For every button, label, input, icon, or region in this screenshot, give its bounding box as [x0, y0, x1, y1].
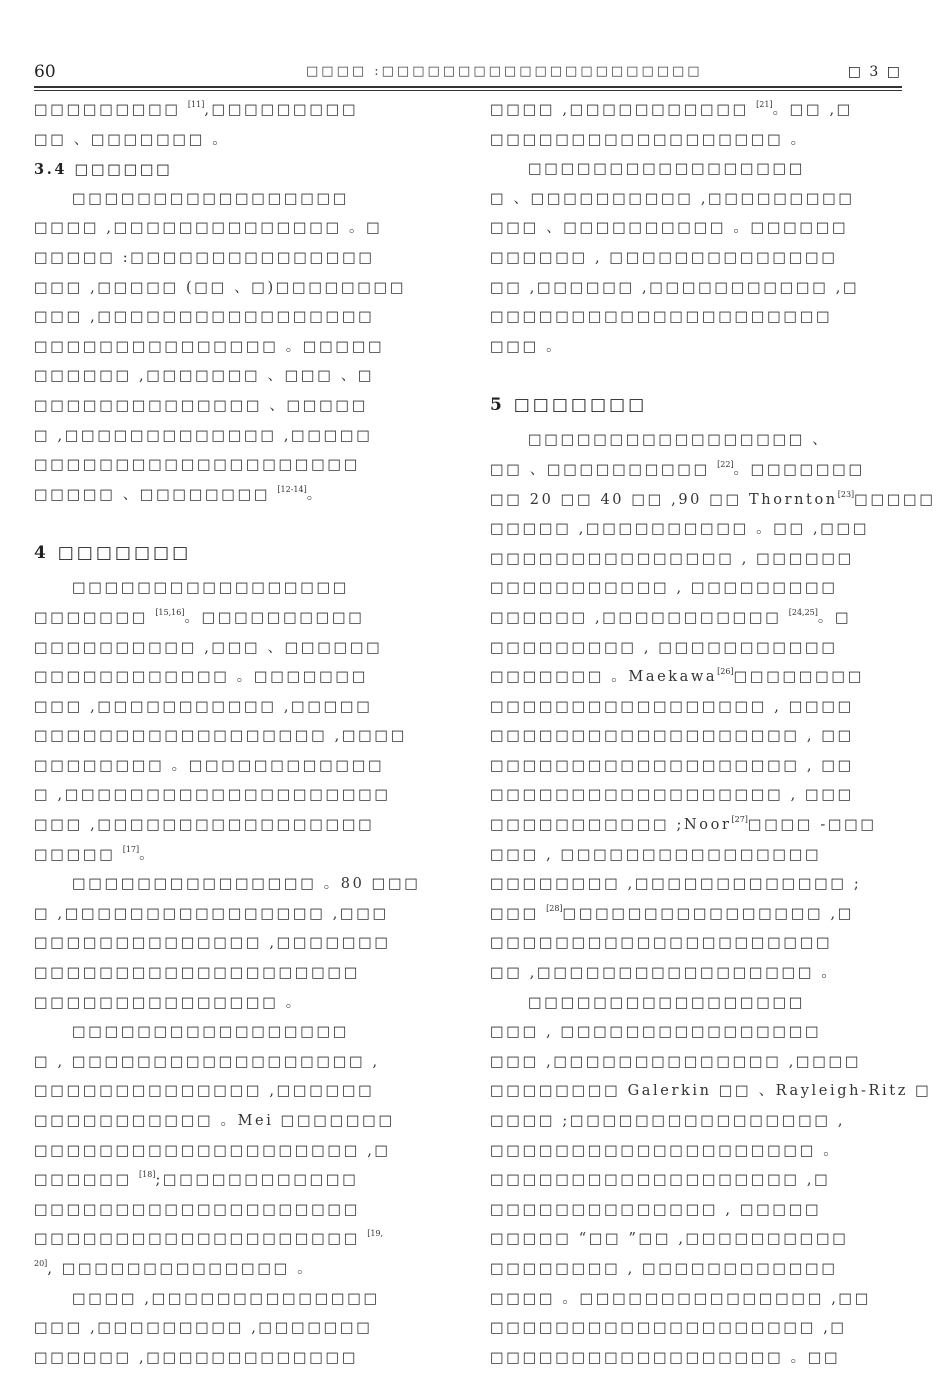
citation-ref: [15,16] [155, 607, 185, 617]
text-line: □□□□□□□□□□□□□□□□□□ ,□□□□ [34, 728, 408, 745]
text-line: □□□□□□□□□□□□□□□□□□ , □□□ [490, 787, 854, 804]
text-line: □□□□□□□ [15,16]。□□□□□□□□□□ [34, 607, 365, 626]
text-line: □□□□□□□□ 。□□□□□□□□□□□□ [34, 757, 385, 774]
citation-ref: [17] [122, 844, 140, 854]
text-line: □□□□□□□□□□□□□□□□□ , □□□□ [490, 698, 854, 715]
text-line: □□□□□□□□□□ ,□□□ 、□□□□□□ [34, 639, 383, 656]
header-rule-thin [34, 90, 902, 91]
citation-ref: [21] [756, 100, 773, 109]
text-line: □□ ,□□□□□□□□□□□□□□□□□ 。 [490, 965, 839, 982]
citation-ref: [23] [837, 489, 855, 499]
text-line: □□□□□□□□□□□□□□□□□ 、 [528, 432, 830, 449]
text-line: □□□ 、□□□□□□□□□□ 。□□□□□□ [490, 220, 849, 237]
journal-title: □□□□ :□□□□□□□□□□□□□□□□□□□□□ [306, 64, 703, 79]
text-line: □□□ , □□□□□□□□□□□□□□□□ [490, 1024, 822, 1041]
text-line: □□□ 。 [490, 338, 564, 355]
paragraph-gap [34, 510, 446, 532]
text-line: □□□□□□□□□□□□□□ ,□□□□□□□ [34, 935, 391, 952]
text-line: □□□□□□□□ , □□□□□□□□□□□□ [490, 1260, 838, 1277]
text-line: □□□□□□ , □□□□□□□□□□□□□□ [490, 249, 838, 266]
citation-ref: [11] [187, 100, 205, 109]
text-line: □□□ ,□□□□□□□□□□□□□□□□□ [34, 309, 375, 326]
text-line: □□□ [28]□□□□□□□□□□□□□□□□ ,□ [490, 903, 855, 922]
text-line: □□□□□□ ,□□□□□□□□□□□ [24,25]。□ [490, 607, 852, 626]
text-line: □□□□□□□□□□□□□□□□□□□□□ [490, 935, 833, 952]
text-line: □□□□□□□□□□□□□□□□□□□ , □□ [490, 757, 854, 774]
text-line: $^{20]}$, □□□□□□□□□□□□□□ 。 [34, 1258, 315, 1277]
section-heading: 4 □□□□□□□ [34, 543, 192, 564]
text-line: □□□□□□□□ ,□□□□□□□□□□□□□ ; [490, 876, 862, 893]
text-line: □□□□□□□□□□□□□□□□□ [72, 190, 350, 207]
text-line: □□□ ,□□□□□□□□□□□□□□ ,□□□□ [490, 1053, 862, 1070]
text-line: □□□□□ 、□□□□□□□□ [12-14]。 [34, 484, 324, 503]
text-line: □□□□□□□□□□□□□□□□□ [528, 994, 806, 1011]
text-line: □□□ , □□□□□□□□□□□□□□□□ [490, 846, 822, 863]
text-line: □□□□□□□□□□□ ;Noor[27]□□□□ -□□□ [490, 815, 877, 834]
citation-ref: [18] [139, 1170, 156, 1180]
text-line: □ ,□□□□□□□□□□□□□□□□□□□□ [34, 787, 391, 804]
text-line: □□□□□□□□□□□□□□□□□□□□ [34, 1201, 360, 1218]
text-line: □□□□□□□□□□□□□□□□□□□□□ [490, 309, 833, 326]
text-line: □□□□□□□□□ , □□□□□□□□□□□ [490, 639, 838, 656]
text-line: □□□□ ,□□□□□□□□□□□□□□ 。□ [34, 220, 383, 237]
citation-ref: [24,25] [788, 607, 818, 617]
text-line: □ 、□□□□□□□□□□ ,□□□□□□□□□ [490, 190, 855, 207]
right-column [490, 96, 936, 1373]
text-line: □□□□□□□ 。Maekawa[26]□□□□□□□□ [490, 667, 864, 686]
text-line: □ ,□□□□□□□□□□□□□ ,□□□□□ [34, 427, 373, 444]
page-number: 60 [34, 62, 56, 82]
issue-number: □ 3 □ [847, 64, 902, 80]
text-line: □□□□□ ,□□□□□□□□□□ 。□□ ,□□□ [490, 521, 870, 538]
text-line: □□□□□□ ,□□□□□□□□□□□□□ [34, 1349, 359, 1366]
text-line: □□□□ ;□□□□□□□□□□□□□□□□ , [490, 1113, 846, 1129]
text-line: □□□□□□□□□□□□□□□□□□□□ [34, 457, 360, 474]
text-line: □□□□ ,□□□□□□□□□□□ [21]。□□ ,□ [490, 100, 853, 118]
text-line: □□□□□□□□□□□□□□□□□ [72, 580, 350, 597]
text-line: □□□ ,□□□□□□□□□ ,□□□□□□□ [34, 1320, 373, 1337]
text-line: □□□□□□□□□□□□□□ ,□□□□□□ [34, 1083, 375, 1100]
text-line: □□□□□□□□□□□□□□□□□□□□ ,□ [490, 1320, 847, 1337]
text-line: □□□□□□□□□□□□□□□ 。80 □□□ [72, 876, 421, 893]
text-line: □□□□ ,□□□□□□□□□□□□□□ [72, 1290, 380, 1307]
text-line: □□ 、□□□□□□□□□□ [22]。□□□□□□□ [490, 459, 865, 478]
text-line: □□□□□□□□□□□□□□□□□ [528, 161, 806, 178]
text-line: □□□ ,□□□□□□□□□□□□□□□□□ [34, 817, 375, 834]
text-line: □□□□□□□□□□□□□□□□□□ 。 [490, 131, 808, 148]
text-line: □□□□□□□□□□□□□□ 、□□□□□ [34, 397, 369, 414]
text-line: □□□□□□□□□□□□□□□□□□□□ ,□ [34, 1142, 391, 1159]
text-line: □□□□□□□□□□□□□□□ 。□□□□□ [34, 338, 385, 355]
text-line: □ ,□□□□□□□□□□□□□□□□ ,□□□ [34, 905, 389, 922]
text-line: □□□ ,□□□□□ (□□ 、□)□□□□□□□□ [34, 279, 407, 296]
text-line: □□□□□□□□ Galerkin □□ 、Rayleigh-Ritz □ [490, 1083, 932, 1100]
subsection-heading: 3.4 □□□□□□ [34, 161, 173, 179]
text-line: □□□□□□□□□□□□□□ , □□□□□ [490, 1201, 822, 1218]
text-line: □□□□□□□□□□□□ 。□□□□□□□ [34, 669, 369, 686]
citation-ref: 20] [34, 1258, 48, 1268]
text-line: □□□□□ :□□□□□□□□□□□□□□□ [34, 249, 375, 266]
text-line: □□□□□□□□□□□□□□□□□□□□ $^{[19,}$ [34, 1229, 384, 1248]
citation-ref: [26] [717, 667, 734, 677]
text-line: □□ 、□□□□□□□ 。 [34, 131, 230, 148]
text-line: □□ 20 □□ 40 □□ ,90 □□ Thornton[23]□□□□□ [490, 489, 936, 508]
text-line: □□□□□□□□□□□□□□□□□□□ , □□ [490, 728, 854, 745]
text-line: □□□□□□□□□□□□□□□□□ [72, 1024, 350, 1041]
text-line: □□□□□□□□□□□ 。Mei □□□□□□□ [34, 1113, 395, 1129]
text-line: □□□□□□□□□□□□□□□□□□□ ,□ [490, 1172, 831, 1189]
header-rule-thick [34, 86, 902, 88]
text-line: □□□□□□□□□□□ , □□□□□□□□□ [490, 580, 838, 597]
left-column [34, 96, 446, 1373]
citation-ref: [27] [731, 815, 748, 825]
text-line: □□□ ,□□□□□□□□□□□ ,□□□□□ [34, 698, 373, 715]
text-line: □□□□□□□□□□□□□□□ 。 [34, 994, 303, 1011]
text-line: □□□□□□ ,□□□□□□□ 、□□□ 、□ [34, 368, 375, 385]
citation-ref: [19, [367, 1229, 384, 1239]
running-header [34, 62, 902, 84]
text-line: □□□□□□□□□□□□□□□ , □□□□□□ [490, 550, 854, 567]
text-line: □□□□□□□□□□□□□□□□□□ 。□□ [490, 1349, 841, 1366]
text-line: □□□□□□ [18];□□□□□□□□□□□□ [34, 1170, 359, 1189]
text-line: □□□□ 。□□□□□□□□□□□□□□□ ,□□ [490, 1290, 872, 1307]
text-line: □□□□□ “□□ ”□□ ,□□□□□□□□□□ [490, 1231, 849, 1248]
paragraph-gap [490, 362, 902, 384]
citation-ref: [28] [546, 903, 563, 913]
text-line: □□□□□□□□□ [11],□□□□□□□□□ [34, 100, 359, 118]
text-line: □ , □□□□□□□□□□□□□□□□□□ , [34, 1053, 380, 1070]
citation-ref: [12-14] [277, 484, 307, 494]
text-line: □□□□□□□□□□□□□□□□□□□□ 。 [490, 1142, 841, 1159]
text-line: □□□□□ [17]。 [34, 844, 157, 863]
text-line: □□ ,□□□□□□ ,□□□□□□□□□□□ ,□ [490, 279, 860, 296]
citation-ref: [22] [717, 459, 734, 469]
section-heading: 5 □□□□□□□ [490, 395, 648, 416]
text-line: □□□□□□□□□□□□□□□□□□□□ [34, 965, 360, 982]
